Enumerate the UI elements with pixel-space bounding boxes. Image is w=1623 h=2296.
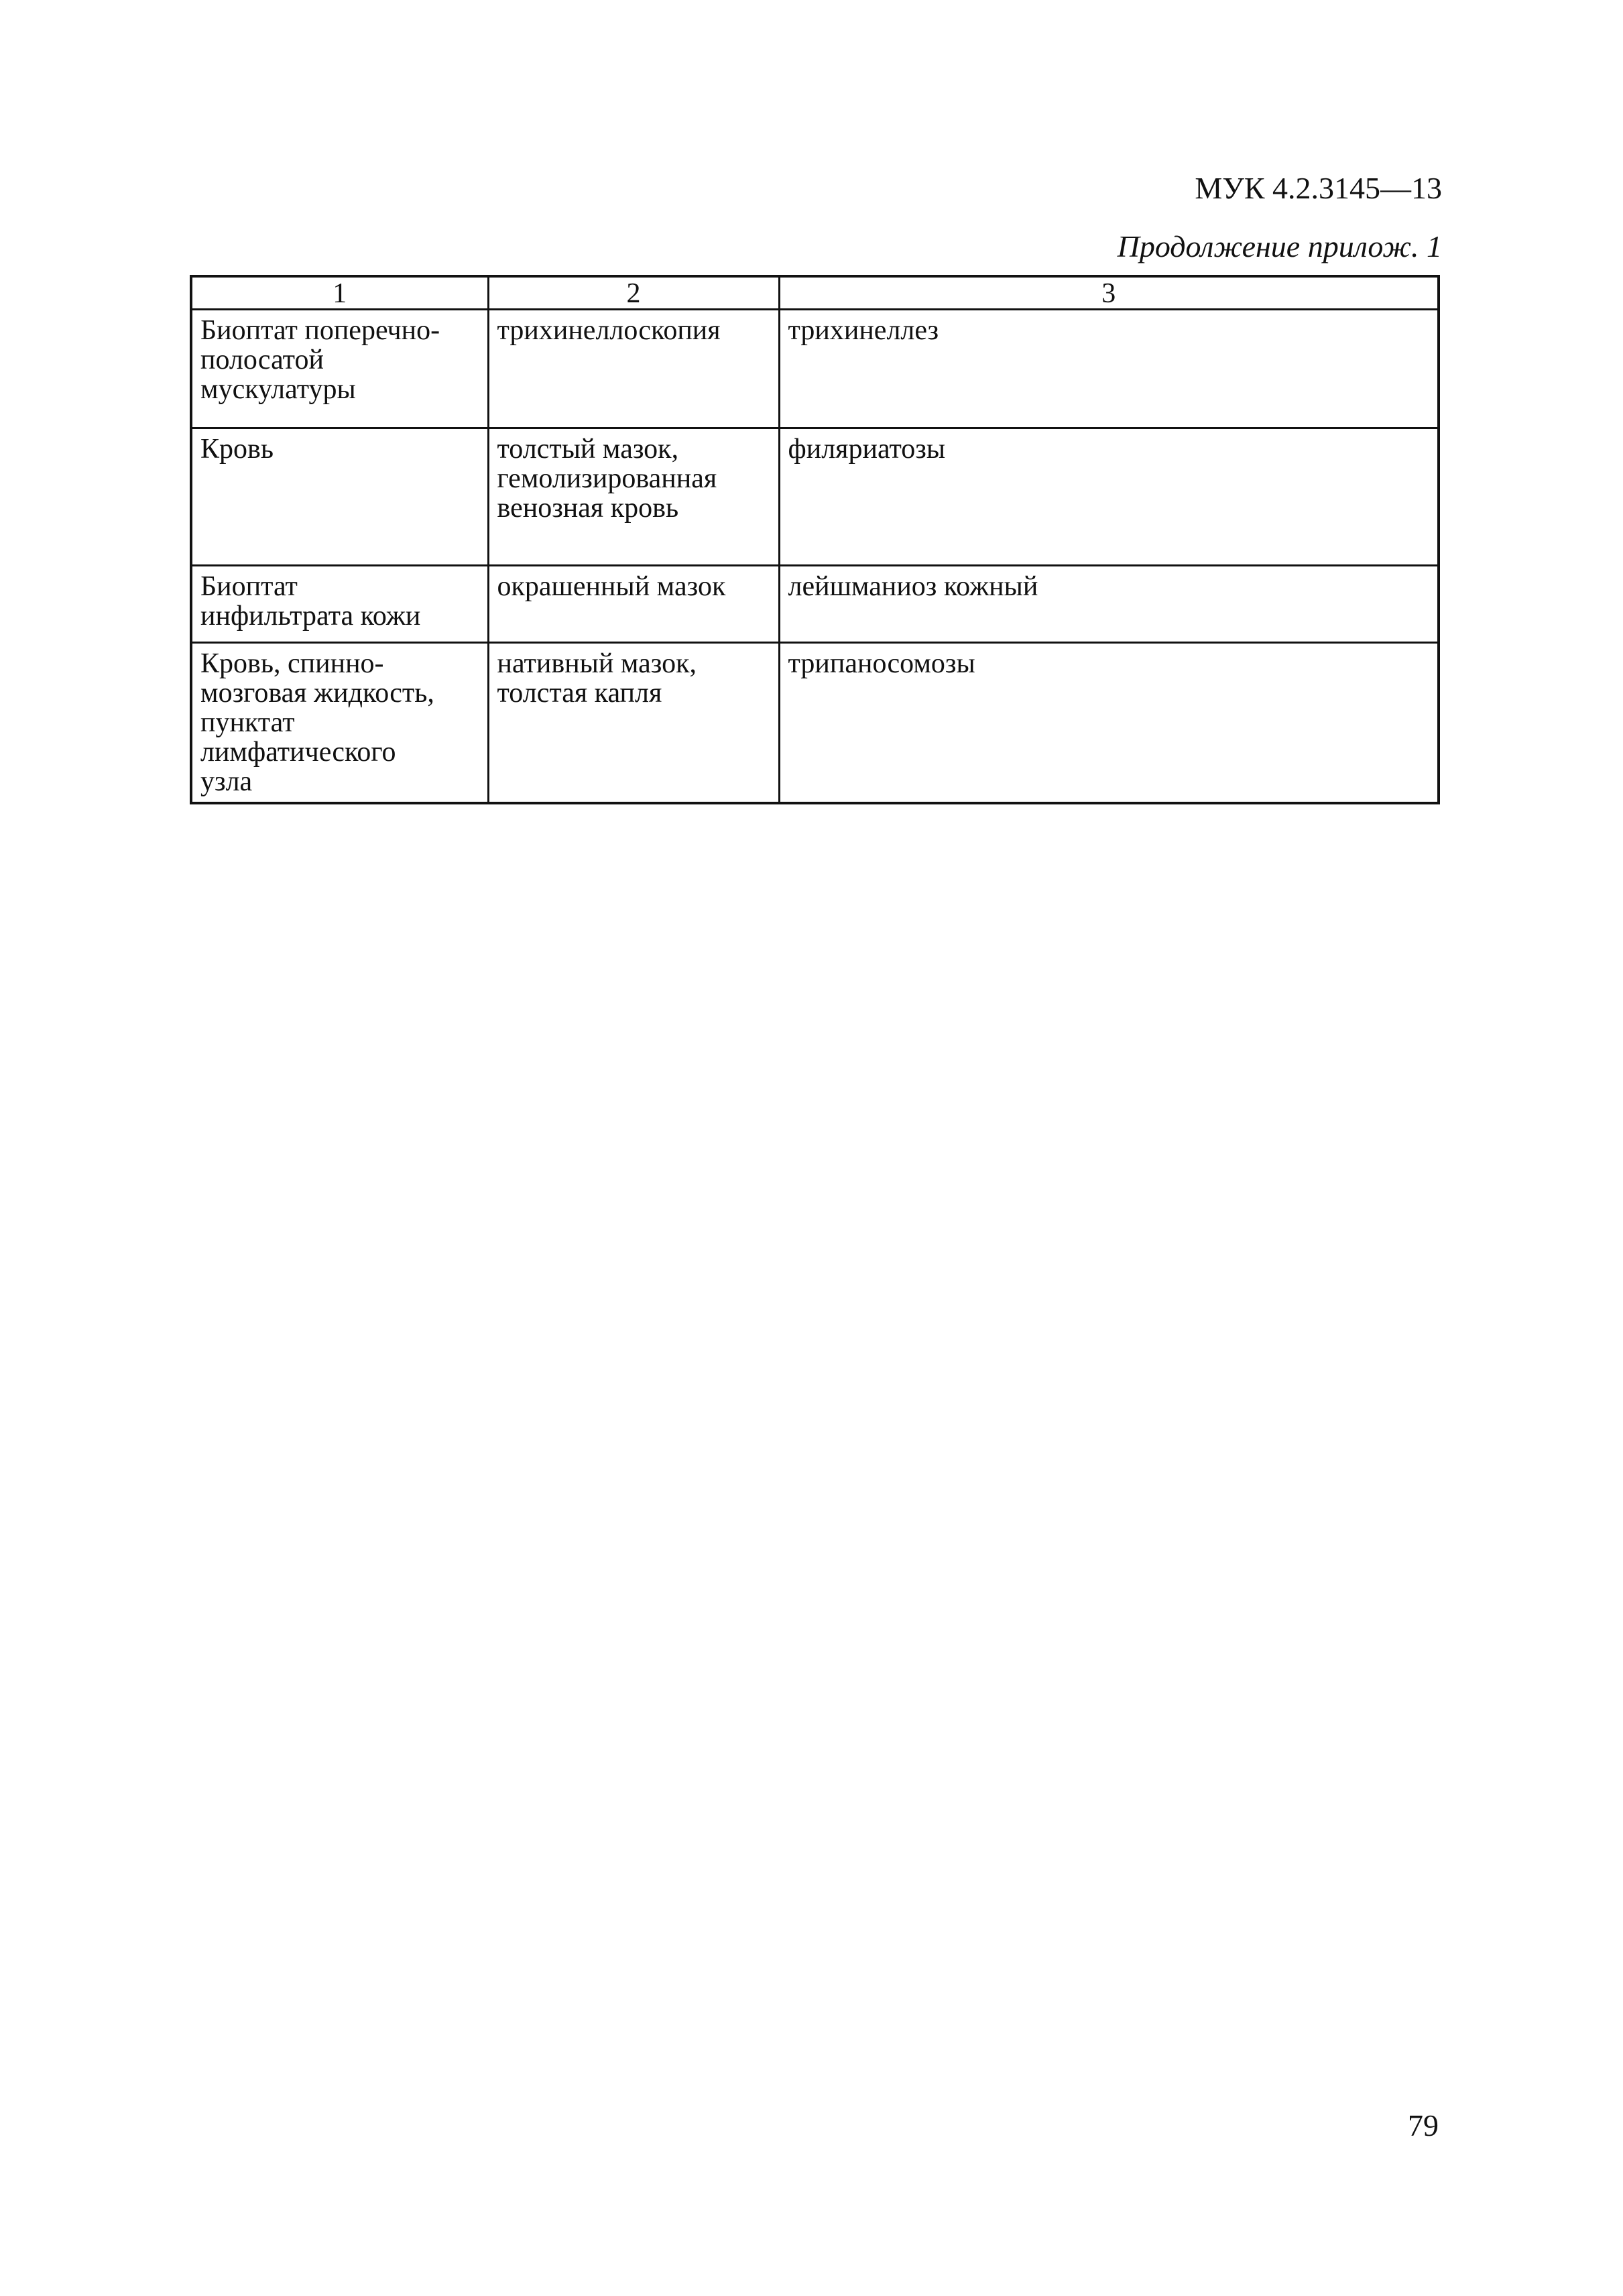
table-row [191,643,1439,804]
cell-text: окрашенный мазок [497,571,726,602]
cell-text: трихинеллоскопия [497,315,721,346]
material-cell [191,566,488,643]
appendix-table-container [190,275,1437,804]
column-header-3: 3 [779,276,1439,310]
method-cell [488,566,779,643]
page-number: 79 [1408,2108,1439,2142]
table-row [191,566,1439,643]
method-cell [488,428,779,566]
cell-text: пунктат [200,707,295,738]
material-cell [191,643,488,804]
disease-cell [779,310,1439,428]
cell-text: венозная кровь [497,493,679,524]
table-header-row [191,276,1439,310]
cell-text: Кровь [200,434,274,465]
cell-text: Кровь, спинно- [200,648,384,679]
method-cell [488,643,779,804]
material-cell [191,428,488,566]
cell-text: инфильтрата кожи [200,601,421,631]
cell-text: нативный мазок, [497,648,697,679]
table-row [191,310,1439,428]
cell-text: полосатой [200,345,324,375]
method-cell [488,310,779,428]
cell-text: лейшманиоз кожный [788,571,1038,602]
cell-text: трипаносомозы [788,648,975,679]
cell-text: трихинеллез [788,315,939,346]
cell-text: гемолизированная [497,463,717,494]
table-row [191,428,1439,566]
cell-text: узла [200,766,253,797]
cell-text: мускулатуры [200,374,356,405]
column-header-1: 1 [191,276,488,310]
material-cell [191,310,488,428]
appendix-table [190,275,1440,804]
cell-text: толстая капля [497,678,662,709]
disease-cell [779,566,1439,643]
cell-text: Биоптат поперечно- [200,315,440,346]
cell-text: филяриатозы [788,434,946,465]
disease-cell [779,428,1439,566]
continuation-caption: Продолжение прилож. 1 [1117,229,1442,263]
cell-text: Биоптат [200,571,298,602]
cell-text: лимфатического [200,737,396,768]
cell-text: толстый мазок, [497,434,679,465]
document-code: МУК 4.2.3145—13 [1195,171,1442,205]
cell-text: мозговая жидкость, [200,678,434,709]
column-header-2: 2 [488,276,779,310]
disease-cell [779,643,1439,804]
